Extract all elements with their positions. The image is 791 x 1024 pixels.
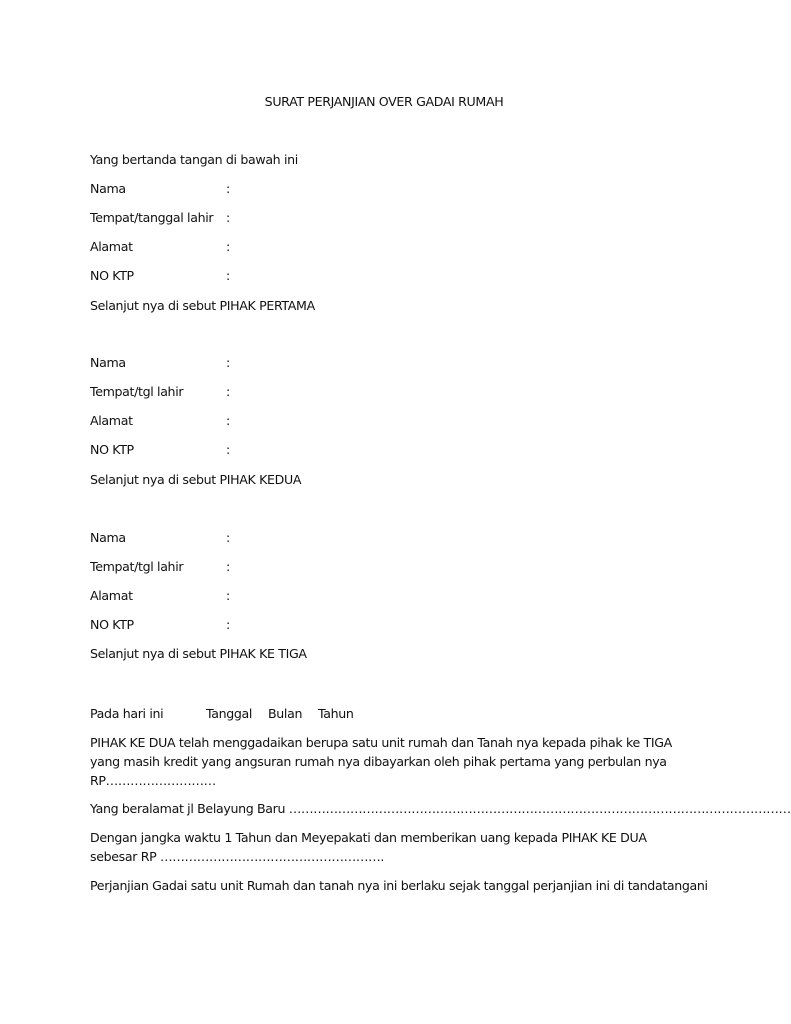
- party1-colon-ttl: :: [226, 210, 230, 225]
- date-tahun: Tahun: [318, 706, 354, 721]
- party2-colon-nama: :: [226, 355, 230, 370]
- party3-colon-ttl: :: [226, 559, 230, 574]
- party3-colon-ktp: :: [226, 617, 230, 632]
- intro-text: Yang bertanda tangan di bawah ini: [90, 152, 298, 167]
- party1-label-alamat: Alamat: [90, 239, 133, 254]
- party1-colon-ktp: :: [226, 268, 230, 283]
- party3-designation: Selanjut nya di sebut PIHAK KE TIGA: [90, 646, 307, 661]
- party1-label-ktp: NO KTP: [90, 268, 134, 283]
- document-title: SURAT PERJANJIAN OVER GADAI RUMAH: [264, 94, 504, 109]
- party1-label-nama: Nama: [90, 181, 126, 196]
- party2-designation: Selanjut nya di sebut PIHAK KEDUA: [90, 472, 302, 487]
- paragraph-jangka-waktu: Dengan jangka waktu 1 Tahun dan Meyepakati dan memberikan uang kepada PIHAK KE DUA sebesar RP ……………………………………………….: [90, 830, 647, 864]
- party2-colon-ktp: :: [226, 442, 230, 457]
- party1-colon-nama: :: [226, 181, 230, 196]
- party1-label-ttl: Tempat/tanggal lahir: [90, 210, 214, 225]
- date-bulan: Bulan: [268, 706, 303, 721]
- party3-label-alamat: Alamat: [90, 588, 133, 603]
- party2-colon-ttl: :: [226, 384, 230, 399]
- party2-colon-alamat: :: [226, 413, 230, 428]
- party3-label-ktp: NO KTP: [90, 617, 134, 632]
- date-pada-hari-ini: Pada hari ini: [90, 706, 164, 721]
- party1-colon-alamat: :: [226, 239, 230, 254]
- paragraph-alamat: Yang beralamat jl Belayung Baru ……………………………………………………………………………………………………………: [90, 801, 791, 816]
- party1-designation: Selanjut nya di sebut PIHAK PERTAMA: [90, 298, 315, 313]
- party2-label-alamat: Alamat: [90, 413, 133, 428]
- party3-colon-alamat: :: [226, 588, 230, 603]
- party3-colon-nama: :: [226, 530, 230, 545]
- party2-label-ttl: Tempat/tgl lahir: [90, 384, 184, 399]
- party3-label-nama: Nama: [90, 530, 126, 545]
- date-tanggal: Tanggal: [206, 706, 253, 721]
- party2-label-nama: Nama: [90, 355, 126, 370]
- party3-label-ttl: Tempat/tgl lahir: [90, 559, 184, 574]
- paragraph-berlaku: Perjanjian Gadai satu unit Rumah dan tanah nya ini berlaku sejak tanggal perjanjian ini di tandatangani: [90, 878, 708, 893]
- paragraph-gadai: PIHAK KE DUA telah menggadaikan berupa satu unit rumah dan Tanah nya kepada pihak ke TIGA yang masih kredit yang angsuran rumah nya dibayarkan oleh pihak pertama yang perbulan nya RP………………………: [90, 735, 672, 788]
- party2-label-ktp: NO KTP: [90, 442, 134, 457]
